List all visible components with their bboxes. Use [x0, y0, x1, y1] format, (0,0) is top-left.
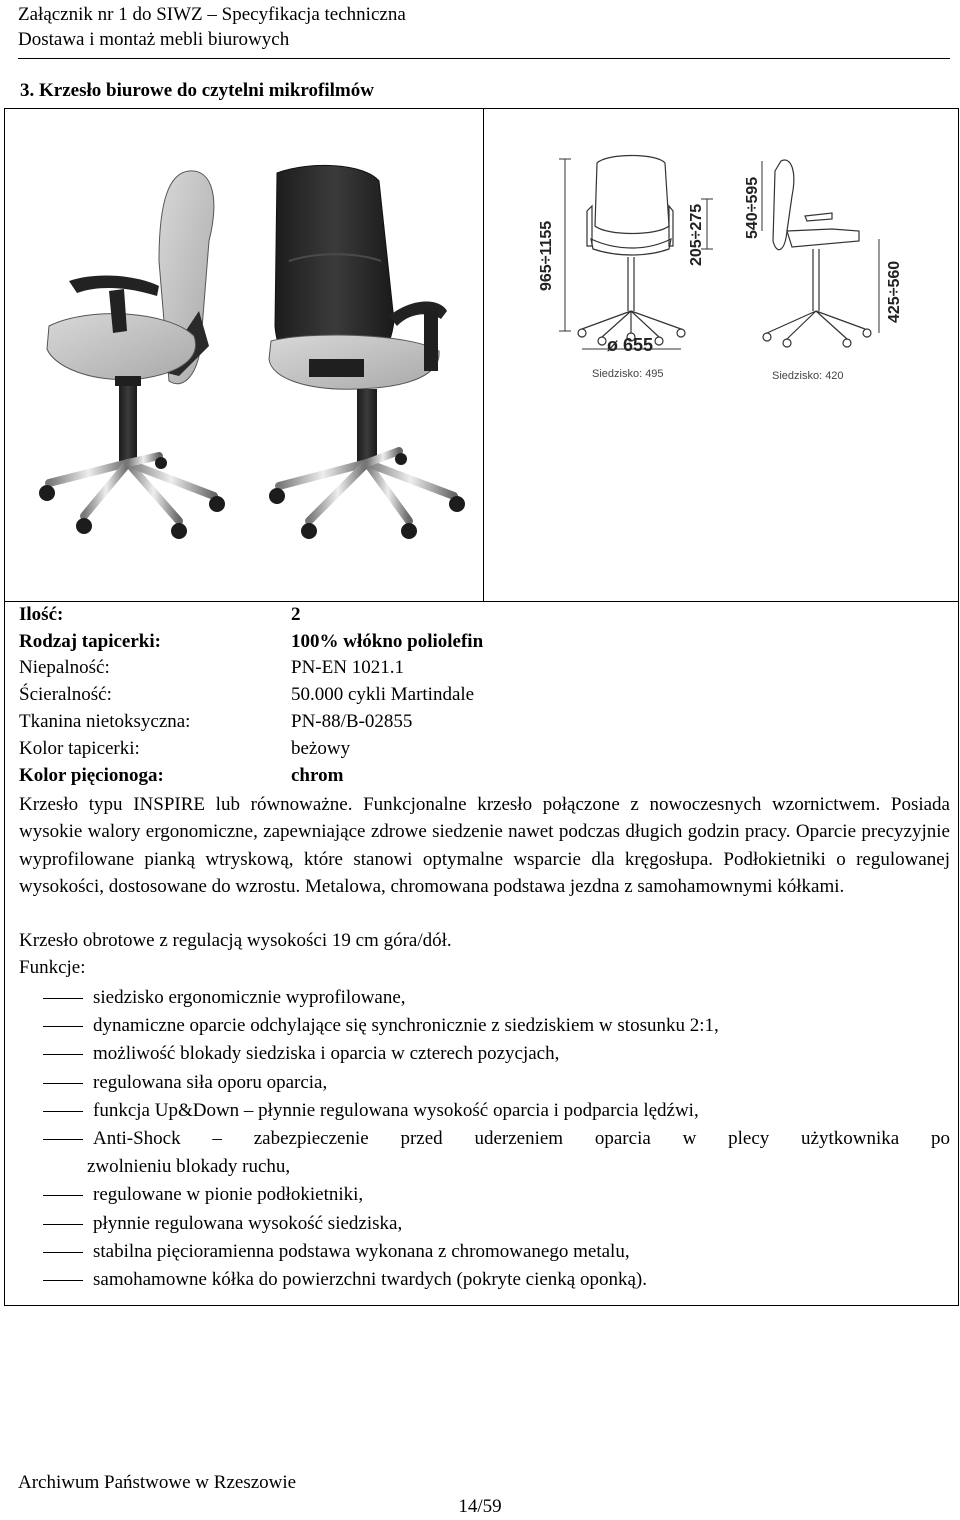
- list-item: [19, 1069, 950, 1097]
- list-item-text: regulowane w pionie podłokietniki,: [93, 1184, 364, 1206]
- chair-photos: [9, 111, 479, 601]
- dash-icon: [43, 1252, 83, 1253]
- spec-row-base-color: [19, 763, 343, 789]
- header-title: Załącznik nr 1 do SIWZ – Specyfikacja techniczna: [18, 4, 406, 25]
- spec-label: Kolor pięcionoga:: [19, 765, 164, 786]
- image-divider: [483, 109, 484, 601]
- dim-back-text: 540÷595: [744, 176, 761, 239]
- list-item: [19, 1012, 950, 1040]
- spec-label: Niepalność:: [19, 657, 110, 678]
- footer-archive-name: Archiwum Państwowe w Rzeszowie: [18, 1472, 297, 1493]
- spec-row-quantity: [19, 602, 301, 628]
- list-item: [19, 1210, 950, 1238]
- dim-seat-depth-text: 425÷560: [886, 260, 903, 323]
- list-item-text: zwolnieniu blokady ruchu,: [87, 1156, 291, 1178]
- dim-seat-height-text: 205÷275: [688, 203, 705, 266]
- spec-row-flammability: [19, 655, 404, 681]
- spec-box: [4, 601, 959, 1306]
- spec-value: 2: [291, 604, 301, 625]
- dash-icon: [43, 1280, 83, 1281]
- list-item-continuation: [19, 1153, 950, 1181]
- functions-list: [19, 984, 950, 1294]
- spec-label: Ścieralność:: [19, 684, 112, 705]
- dim-base-text: ø 655: [607, 335, 654, 355]
- image-area: [4, 108, 959, 602]
- list-item: [19, 1238, 950, 1266]
- spec-value: PN-88/B-02855: [291, 711, 413, 732]
- dash-icon: [43, 1054, 83, 1055]
- header-subtitle: Dostawa i montaż mebli biurowych: [18, 29, 290, 50]
- spec-row-color: [19, 736, 350, 762]
- chair-side-photo: [39, 171, 225, 539]
- header-divider: [18, 58, 950, 59]
- section-title: 3. Krzesło biurowe do czytelni mikrofilmów: [20, 80, 374, 101]
- list-item-text: dynamiczne oparcie odchylające się synchronicznie z siedziskiem w stosunku 2:1,: [93, 1015, 719, 1037]
- dash-icon: [43, 1083, 83, 1084]
- list-item-text: siedzisko ergonomicznie wyprofilowane,: [93, 987, 406, 1008]
- list-item: [19, 1040, 950, 1068]
- chair-back-photo: [269, 165, 465, 539]
- spec-label: Kolor tapicerki:: [19, 738, 140, 759]
- spec-value: 50.000 cykli Martindale: [291, 684, 475, 705]
- list-item: [19, 1125, 950, 1153]
- dash-icon: [43, 1195, 83, 1196]
- spec-value: beżowy: [291, 738, 351, 759]
- dash-icon: [43, 1026, 83, 1027]
- spec-label: Tkanina nietoksyczna:: [19, 711, 191, 732]
- technical-drawing: [487, 111, 957, 601]
- dash-icon: [43, 1139, 83, 1140]
- spec-row-upholstery: [19, 629, 483, 655]
- page-number: 14/59: [458, 1496, 502, 1517]
- seat-width-label: Siedzisko: 495: [592, 368, 664, 380]
- spec-value: PN-EN 1021.1: [291, 657, 404, 678]
- dash-icon: [43, 998, 83, 999]
- list-item: [19, 1181, 950, 1209]
- list-item-text: samohamowne kółka do powierzchni twardych (pokryte cienką oponką).: [93, 1269, 647, 1291]
- spec-row-nontoxic: [19, 709, 412, 735]
- dash-icon: [43, 1111, 83, 1112]
- list-item-text: płynnie regulowana wysokość siedziska,: [93, 1212, 403, 1234]
- list-item: [19, 984, 950, 1012]
- list-item-text: Anti-Shock – zabezpieczenie przed uderzeniem oparcia w plecy użytkownika po: [93, 1128, 950, 1150]
- spec-label: Ilość:: [19, 604, 64, 625]
- spec-label: Rodzaj tapicerki:: [19, 631, 161, 652]
- spec-value: chrom: [291, 765, 344, 786]
- description-paragraph: Krzesło typu INSPIRE lub równoważne. Funkcjonalne krzesło połączone z nowoczesnych wzornictwem. Posiada wysokie walory ergonomiczne, zapewniające zdrowe siedzenie nawet podczas długich godzin pracy. Oparcie precyzyjnie wyprofilowane pianką wtryskową, które stanowi optymalne wsparcie dla kręgosłupa. Podłokietniki o regulowanej wysokości, dostosowane do wzrostu. Metalowa, chromowana podstawa jezdna z samohamownymi kółkami.: [19, 794, 950, 897]
- functions-label: Funkcje:: [19, 957, 86, 978]
- list-item-text: możliwość blokady siedziska i oparcia w czterech pozycjach,: [93, 1043, 560, 1065]
- dash-icon: [43, 1224, 83, 1225]
- list-item-text: stabilna pięcioramienna podstawa wykonana z chromowanego metalu,: [93, 1240, 630, 1262]
- seat-depth-label: Siedzisko: 420: [772, 370, 844, 382]
- spec-row-abrasion: [19, 682, 474, 708]
- list-item-text: funkcja Up&Down – płynnie regulowana wysokość oparcia i podparcia lędźwi,: [93, 1099, 699, 1121]
- list-item: [19, 1266, 950, 1294]
- dim-height-text: 965÷1155: [538, 220, 555, 291]
- list-item: [19, 1097, 950, 1125]
- spec-value: 100% włókno poliolefin: [291, 631, 484, 652]
- list-item-text: regulowana siła oporu oparcia,: [93, 1071, 328, 1093]
- height-adjust-text: Krzesło obrotowe z regulacją wysokości 19 cm góra/dół.: [19, 930, 452, 951]
